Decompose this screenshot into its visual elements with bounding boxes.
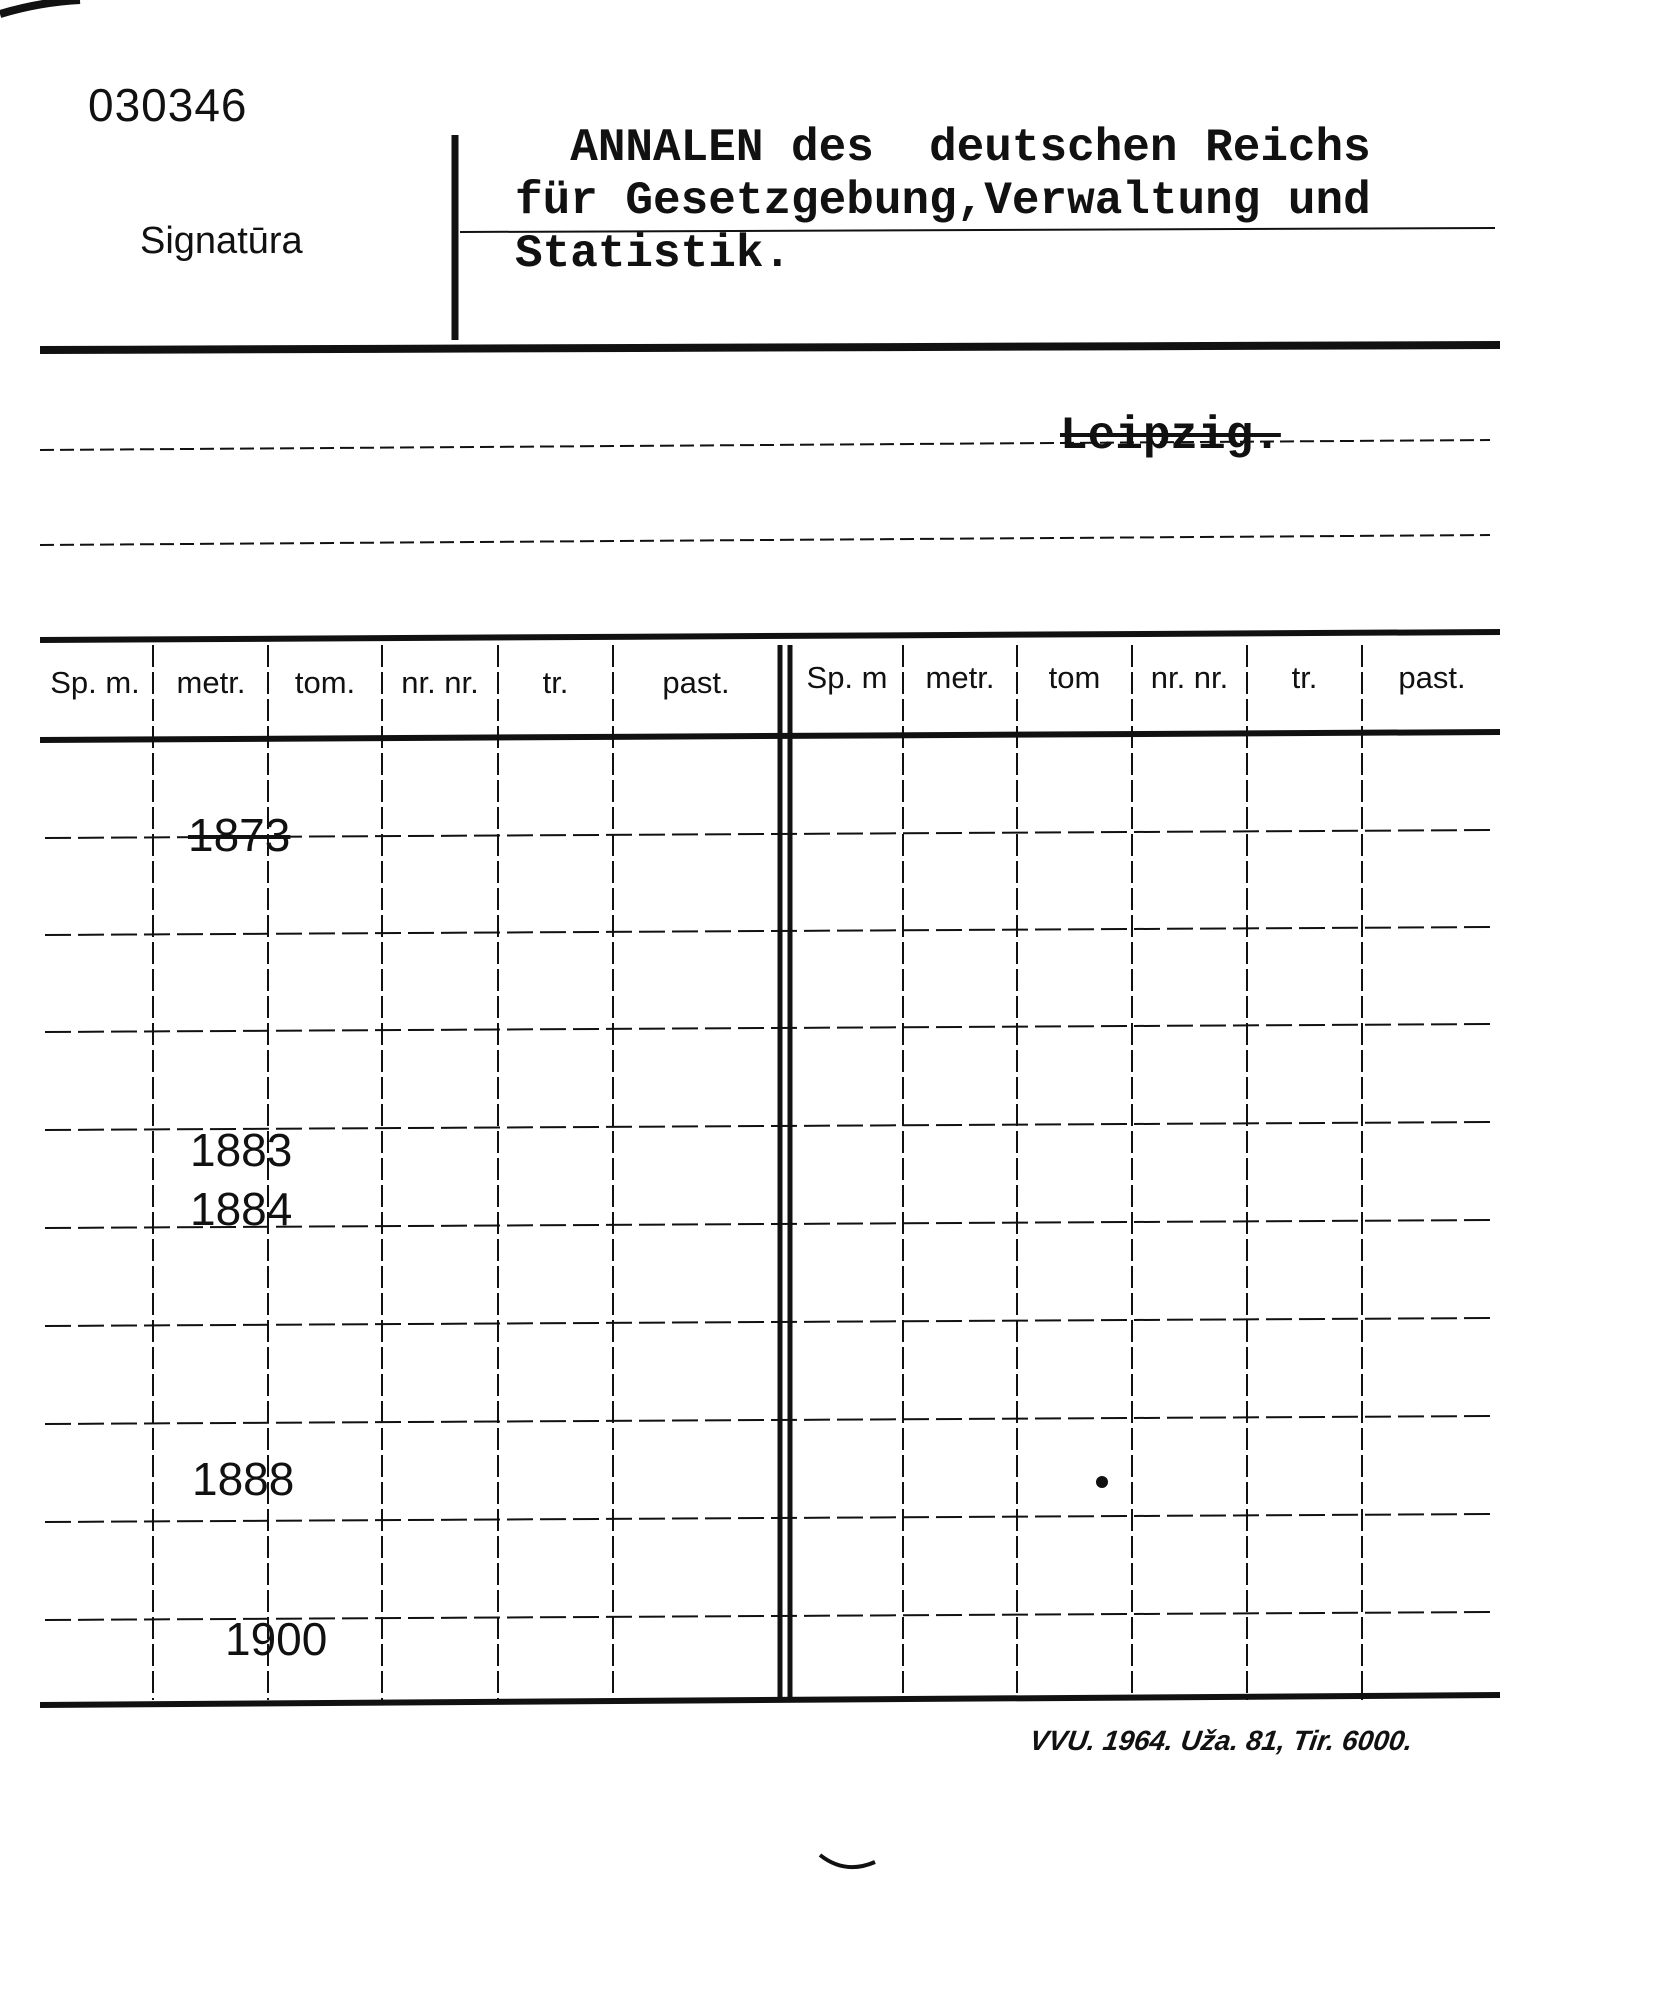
year-entry: 1888 [192, 1453, 295, 1505]
header-past-left: past. [662, 665, 730, 700]
header-nr-left: nr. nr. [401, 665, 479, 700]
year-entry: 1873 [188, 809, 291, 861]
title-line: ANNALEN des deutschen Reichs [515, 122, 1371, 174]
publication-place: Leipzig. [1060, 410, 1281, 462]
title-line: Statistik. [515, 228, 792, 280]
header-sp-m-right: Sp. m [806, 660, 888, 695]
header-tr-left: tr. [542, 665, 569, 700]
publication-title [515, 122, 1475, 281]
header-metr-right: metr. [925, 660, 995, 695]
year-entry: 1883 [190, 1124, 293, 1176]
title-line: für Gesetzgebung,Verwaltung und [515, 175, 1371, 227]
header-past-right: past. [1398, 660, 1466, 695]
signatura-label: Signatūra [140, 220, 303, 262]
printer-note: VVU. 1964. Uža. 81, Tir. 6000. [1027, 1725, 1415, 1756]
header-tr-right: tr. [1291, 660, 1318, 695]
header-nr-right: nr. nr. [1150, 660, 1229, 695]
header-sp-m-left: Sp. m. [50, 665, 140, 700]
header-metr-left: metr. [176, 665, 246, 700]
card-number: 030346 [88, 79, 248, 131]
year-entry: 1884 [190, 1183, 293, 1235]
header-tom-left: tom. [294, 665, 356, 700]
year-entry: 1900 [225, 1613, 328, 1665]
header-tom-right: tom [1048, 660, 1101, 695]
